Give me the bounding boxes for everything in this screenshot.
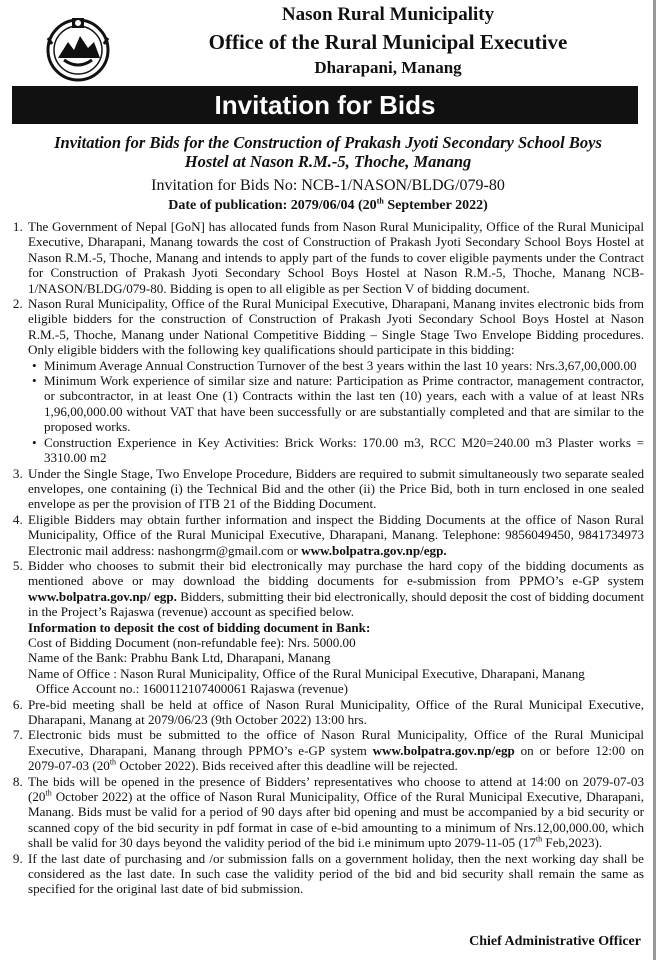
qualification-list [28,358,644,466]
office-location: Dharapani, Manang [314,58,462,77]
qualification-item: • Construction Experience in Key Activities: Brick Works: 170.00 m3, RCC M20=240.00 m3 Plaster works = 3310.00 m2 [44,435,644,466]
clause-7-text-end: October 2022). Bids received after this deadline will be rejected. [116,758,458,774]
bolpatra-link[interactable]: www.bolpatra.gov.np/egp. [301,542,447,558]
deposit-account: Office Account no.: 1600112107400061 Rajaswa (revenue) [36,681,348,697]
clause-5-text-cont: Bidders, submitting their bid electronically, should deposit the cost of bidding document in the Project’s Rajaswa (revenue) account as specified below. [28,588,644,620]
deposit-office: Name of Office : Nason Rural Municipality, Office of the Rural Municipal Executive, Dharapani, Manang [28,665,585,681]
publication-date-suffix: September 2022) [383,198,488,213]
clause-8-text-cont: October 2022) at the office of Nason Rural Municipality, Office of the Rural Municipal Executive, Dharapani, Manang. Bids must be valid for a period of 90 days after bid opening and must be accompanied by a bid security or scanned copy of the bid security in pdf format in case of e-bid amounting to a minimum of Nrs.12,00,000.00, which shall be valid for 30 days beyond the validity period of the bid i.e minimum upto 2079-11-05 (17 [28,789,644,851]
bid-title-line-2: Hostel at Nason R.M.-5, Thoche, Manang [184,152,472,171]
clause-3 [26,466,644,512]
clause-8-text: The bids will be opened in the presence of Bidders’ representatives who choose to attend at 14:00 on 2079-07-03 (20 [28,773,644,805]
clause-2 [26,296,644,465]
deposit-heading: Information to deposit the cost of bidding document in Bank: [28,619,371,635]
clause-8 [26,774,644,851]
clause-6 [26,697,644,728]
clauses-list [6,219,644,897]
bid-title-line-1: Invitation for Bids for the Construction of Prakash Jyoti Secondary School Boys [54,133,602,152]
publication-date-sup: th [376,196,384,206]
clause-9-text: If the last date of purchasing and /or submission falls on a government holiday, then the next working day shall be considered as the last date. In such case the validity period of the bid and bid security shall remain the same as specified for the original last date of bid submission. [28,850,644,897]
bolpatra-link[interactable]: www.bolpatra.gov.np/ egp. [28,588,177,604]
clause-5-text: Bidder who chooses to submit their bid electronically may purchase the hard copy of the bidding documents as mentioned above or may download the bidding documents for e-submission from PPMO’s e-GP system [28,557,644,589]
clause-4-text: Eligible Bidders may obtain further information and inspect the Bidding Documents at the office of Nason Rural Municipality, Office of the Rural Municipal Executive, Dharapani, Manang. Telephone: 9856049450, 9841734973 Electronic mail address: nashongrm@gmail.com or [28,511,644,558]
bolpatra-link[interactable]: www.bolpatra.gov.np/egp [372,742,515,758]
clause-8-sup: th [45,788,52,798]
clause-5 [26,558,644,697]
clause-1 [26,219,644,296]
publication-date-prefix: Date of publication: 2079/06/04 (20 [168,198,377,213]
qualification-item: • Minimum Work experience of similar size and nature: Participation as Prime contractor, management contractor, or subcontractor, in at least One (1) Contracts within the last ten (10) years, each with a value of at least NRs 1,96,00,000.00 without VAT that have been successfully or are substantially completed and that are similar to the proposed works. [44,373,644,435]
ifb-number: Invitation for Bids No: NCB-1/NASON/BLDG/079-80 [151,177,505,194]
clause-6-text: Pre-bid meeting shall be held at office of Nason Rural Municipality, Office of the Rural Municipal Executive, Dharapani, Manang at 2079/06/23 (9th October 2022) 13:00 hrs. [28,696,644,727]
clause-8-sup-2: th [535,834,543,844]
clause-3-text: Under the Single Stage, Two Envelope Procedure, Bidders are required to submit simultaneously two separate sealed envelopes, one containing (i) the Technical Bid and the other (ii) the Price Bid, both in turn enclosed in one sealed envelope as per the provision of ITB 21 of the Bidding Document. [28,465,644,512]
clause-8-text-end: Feb,2023). [542,835,603,851]
qualification-item: • Minimum Average Annual Construction Turnover of the best 3 years within the last 10 years: Nrs.3,67,00,000.00 [44,358,644,373]
publication-date [10,198,646,214]
clause-7-text: Electronic bids must be submitted to the office of Nason Rural Municipality, Office of the Rural Municipal Executive, Dharapani, Manang through PPMO’s e-GP system [28,727,644,758]
bank-deposit-info [28,620,644,697]
notice-banner: Invitation for Bids [12,86,638,124]
clause-2-text: Nason Rural Municipality, Office of the Rural Municipal Executive, Dharapani, Manang invites electronic bids from eligible bidders for the construction of Construction of Prakash Jyoti Secondary School Boys Hostel at Nason R.M.-5, Thoche, Manang under National Competitive Bidding – Single Stage Two Envelope Bidding procedures. Only eligible bidders with the following key qualifications should participate in this bidding: [28,296,644,358]
municipality-name: Nason Rural Municipality [281,4,495,25]
clause-7-text-cont: on or before 12:00 on 2079-07-03 (20 [28,742,645,774]
bid-title [10,133,646,171]
clause-4 [26,512,644,558]
clause-7 [26,727,644,773]
deposit-bank: Name of the Bank: Prabhu Bank Ltd, Dharapani, Manang [28,650,331,666]
clause-7-sup: th [109,757,117,767]
deposit-cost: Cost of Bidding Document (non-refundable fee): Nrs. 5000.00 [28,634,356,650]
signatory-title: Chief Administrative Officer [469,934,641,949]
clause-9 [26,851,644,897]
office-name: Office of the Rural Municipal Executive [208,30,568,54]
notice-body [6,219,644,897]
clause-1-text: The Government of Nepal [GoN] has allocated funds from Nason Rural Municipality, Office of the Rural Municipal Executive, Dharapani, Manang towards the cost of Construction of Prakash Jyoti Secondary School Boys Hostel at Nason R.M.-5, Thoche, Manang and intends to apply part of the funds to cover eligible payments under the Contract for Construction of Prakash Jyoti Secondary School Boys Hostel at Nason R.M.-5, Thoche, Manang NCB-1/NASON/BLDG/079-80. Bidding is open to all eligible as per Section V of bidding document. [28,219,644,296]
